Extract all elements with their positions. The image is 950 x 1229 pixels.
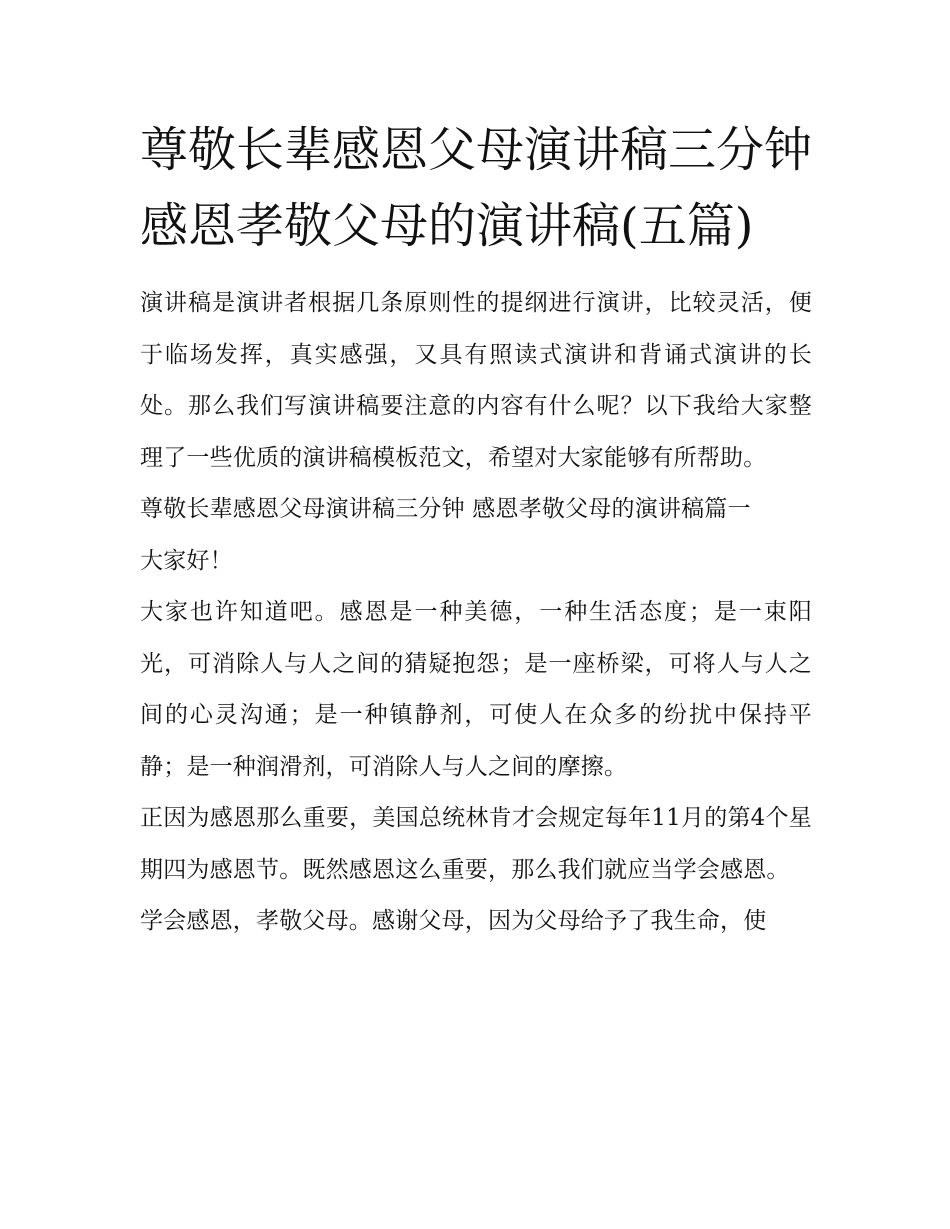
document-body bbox=[140, 112, 812, 948]
intro-paragraph: 演讲稿是演讲者根据几条原则性的提纲进行演讲，比较灵活，便于临场发挥，真实感强，又具有照读式演讲和背诵式演讲的长处。那么我们写演讲稿要注意的内容有什么呢？以下我给大家整理了一些优质的演讲稿模板范文，希望对大家能够有所帮助。 bbox=[140, 290, 812, 471]
body-paragraph: 大家也许知道吧。感恩是一种美德，一种生活态度；是一束阳光，可消除人与人之间的猜疑抱怨；是一座桥梁，可将人与人之间的心灵沟通；是一种镇静剂，可使人在众多的纷扰中保持平静；是一种润滑剂，可消除人与人之间的摩擦。 bbox=[140, 599, 812, 780]
document-title: 尊敬长辈感恩父母演讲稿三分钟 感恩孝敬父母的演讲稿(五篇) bbox=[140, 122, 813, 254]
section-heading: 尊敬长辈感恩父母演讲稿三分钟 感恩孝敬父母的演讲稿篇一 bbox=[140, 496, 751, 522]
body-paragraph: 学会感恩，孝敬父母。感谢父母，因为父母给予了我生命，使 bbox=[140, 908, 767, 934]
greeting-paragraph: 大家好！ bbox=[140, 547, 233, 574]
body-paragraph: 正因为感恩那么重要，美国总统林肯才会规定每年11月的第4个星期四为感恩节。既然感恩这么重要，那么我们就应当学会感恩。 bbox=[140, 805, 812, 883]
